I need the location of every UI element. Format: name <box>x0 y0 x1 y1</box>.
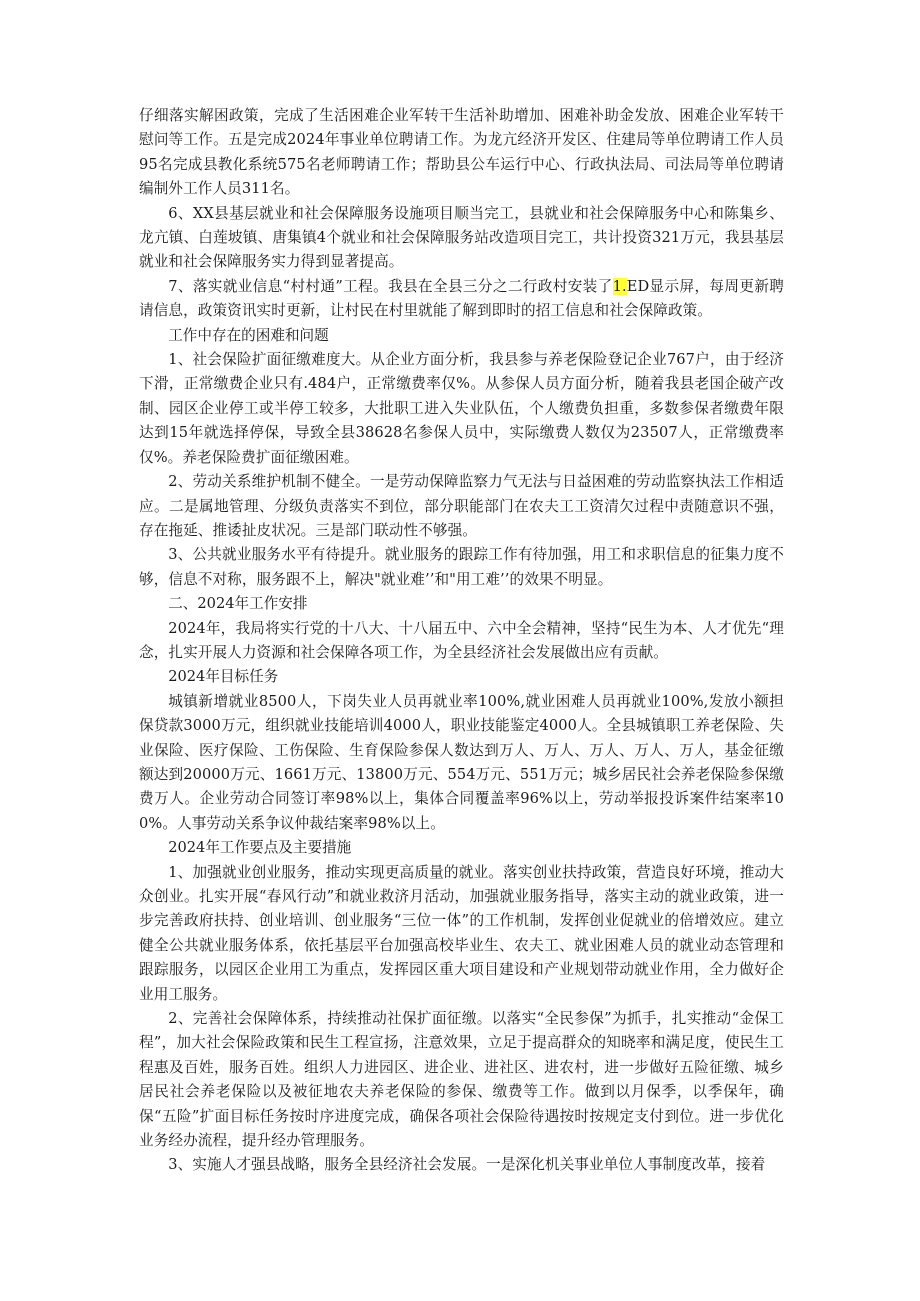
highlighted-text: 1. <box>612 277 627 295</box>
paragraph-7: 2024年，我局将实行党的十八大、十八届五中、六中全会精神，坚持“民生为本、人才优先“理念，扎实开展人力资源和社会保障各项工作，为全县经济社会发展做出应有贡献。 <box>139 619 784 661</box>
paragraph-6: 3、公共就业服务水平有待提升。就业服务的跟踪工作有待加强，用工和求职信息的征集力度不够，信息不对称，服务跟不上，解决"就业难’’和"用工难’’的效果不明显。 <box>139 546 784 588</box>
paragraph-3-text-a: 7、落实就业信息“村村通”工程。我县在全县三分之二行政村安装了 <box>168 277 613 295</box>
paragraph-3-text-b: ED显示屏，每周更新聘请信息，政策资讯实时更新，让村民在村里就能了解到即时的招工信息和社会保障政策。 <box>139 277 784 320</box>
section-heading-measures: 2024年工作要点及主要措施 <box>168 839 352 857</box>
paragraph-5: 2、劳动关系维护机制不健全。一是劳动保障监察力气无法与日益困难的劳动监察执法工作相适应。二是属地管理、分级负责落实不到位，部分职能部门在农夫工工资清欠过程中责随意识不强，存在拖延、推诿扯皮状况。三是部门联动性不够强。 <box>139 473 784 539</box>
paragraph-4: 1、社会保险扩面征缴难度大。从企业方面分析，我县参与养老保险登记企业767户，由于经济下滑，正常缴费企业只有.484户，正常缴费率仅%。从参保人员方面分析，随着我县老国企破产改制、园区企业停工或半停工较多，大批职工进入失业队伍，个人缴费负担重，多数参保者缴费年限达到15年就选择停保，导致全县38628名参保人员中，实际缴费人数仅为23507人，正常缴费率仅%。养老保险费扩面征缴困难。 <box>139 351 784 466</box>
paragraph-1: 仔细落实解困政策，完成了生活困难企业军转干生活补助增加、困难补助金发放、困难企业军转干慰问等工作。五是完成2024年事业单位聘请工作。为龙亢经济开发区、住建局等单位聘请工作人员95名完成县教化系统575名老师聘请工作；帮助县公车运行中心、行政执法局、司法局等单位聘请编制外工作人员311名。 <box>139 107 784 198</box>
paragraph-2: 6、XX县基层就业和社会保障服务设施项目顺当完工，县就业和社会保障服务中心和陈集乡、龙亢镇、白莲坡镇、唐集镇4个就业和社会保障服务站改造项目完工，共计投资321万元，我县基层就业和社会保障服务实力得到显著提高。 <box>139 204 784 271</box>
section-heading-targets: 2024年目标任务 <box>168 668 279 686</box>
paragraph-10: 2、完善社会保障体系，持续推动社保扩面征缴。以落实“全民参保”为抓手，扎实推动“金保工程”，加大社会保险政策和民生工程宣扬，注意效果，立足于提高群众的知晓率和满足度，使民生工程惠及百姓，服务百姓。组织人力进园区、进企业、进社区、进农村，进一步做好五险征缴、城乡居民社会养老保险以及被征地农夫养老保险的参保、缴费等工作。做到以月保季，以季保年，确保“五险”扩面目标任务按时序进度完成，确保各项社会保险待遇按时按规定支付到位。进一步优化业务经办流程，提升经办管理服务。 <box>139 1010 784 1150</box>
paragraph-11: 3、实施人才强县战略，服务全县经济社会发展。一是深化机关事业单位人事制度改革，接着 <box>168 1156 766 1174</box>
document-body <box>139 104 784 1178</box>
section-heading-plan: 二、2024年工作安排 <box>168 595 308 613</box>
paragraph-3 <box>139 275 784 324</box>
paragraph-9: 1、加强就业创业服务，推动实现更高质量的就业。落实创业扶持政策，营造良好环境，推动大众创业。扎实开展“春风行动”和就业救济月活动，加强就业服务指导，落实主动的就业政策，进一步完善政府扶持、创业培训、创业服务“三位一体”的工作机制，发挥创业促就业的倍增效应。建立健全公共就业服务体系，依托基层平台加强高校毕业生、农夫工、就业困难人员的就业动态管理和跟踪服务，以园区企业用工为重点，发挥园区重大项目建设和产业规划带动就业作用，全力做好企业用工服务。 <box>139 863 784 1003</box>
paragraph-8: 城镇新增就业8500人，下岗失业人员再就业率100%,就业困难人员再就业100%,发放小额担保贷款3000万元，组织就业技能培训4000人，职业技能鉴定4000人。全县城镇职工养老保险、失业保险、医疗保险、工伤保险、生育保险参保人数达到万人、万人、万人、万人、万人，基金征缴额达到20000万元、1661万元、13800万元、554万元、551万元；城乡居民社会养老保险参保缴费万人。企业劳动合同签订率98%以上，集体合同覆盖率96%以上，劳动举报投诉案件结案率100%。人事劳动关系争议仲裁结案率98%以上。 <box>139 692 784 832</box>
section-heading-problems: 工作中存在的困难和问题 <box>168 326 329 344</box>
